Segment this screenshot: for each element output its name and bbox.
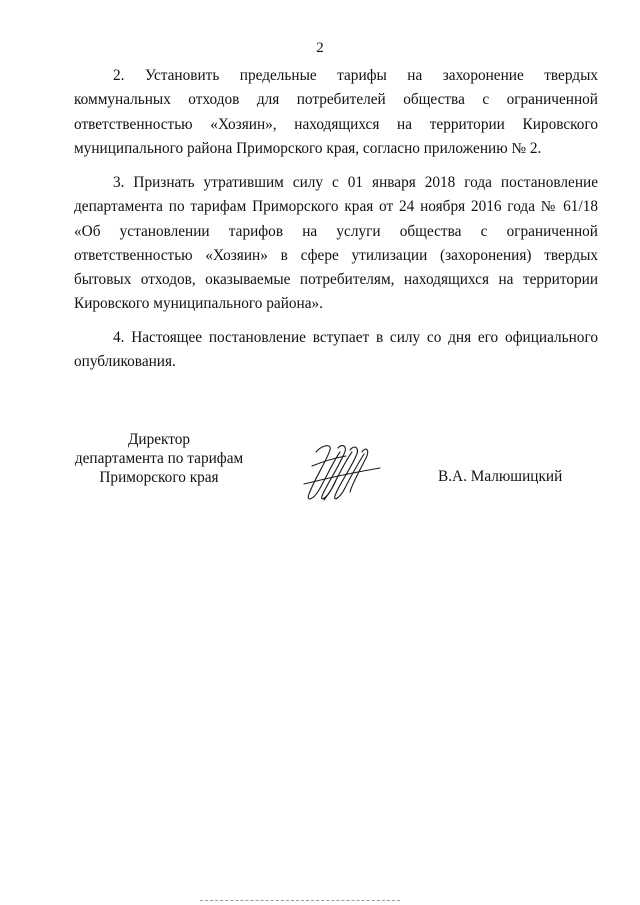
scan-edge-divider [200,900,400,901]
signatory-position [64,430,254,487]
signatory-name: В.А. Малюшицкий [438,468,563,485]
handwritten-signature-icon [300,440,384,506]
paragraph-item-4: 4. Настоящее постановление вступает в силу со дня его официального опубликования. [74,329,598,371]
signatory-position-line: Приморского края [99,469,219,486]
signatory-position-line: департамента по тарифам [74,450,244,467]
signatory-position-line: Директор [127,431,191,448]
paragraph-item-3: 3. Признать утратившим силу с 01 января 2018 года постановление департамента по тарифам Приморского края от 24 ноября 2016 года № 61/18 «Об установлении тарифов на услуги общества с ограниченной ответственностью «Хозяин» в сфере утилизации (захоронения) твердых бытовых отходов, оказываемые потребителям, находящихся на территории Кировского муниципального района». [74,174,598,313]
page-number: 2 [316,40,324,56]
paragraph-item-2: 2. Установить предельные тарифы на захоронение твердых коммунальных отходов для потребителей общества с ограниченной ответственностью «Хозяин», находящихся на территории Кировского муниципального района Приморского края, согласно приложению № 2. [74,67,598,157]
